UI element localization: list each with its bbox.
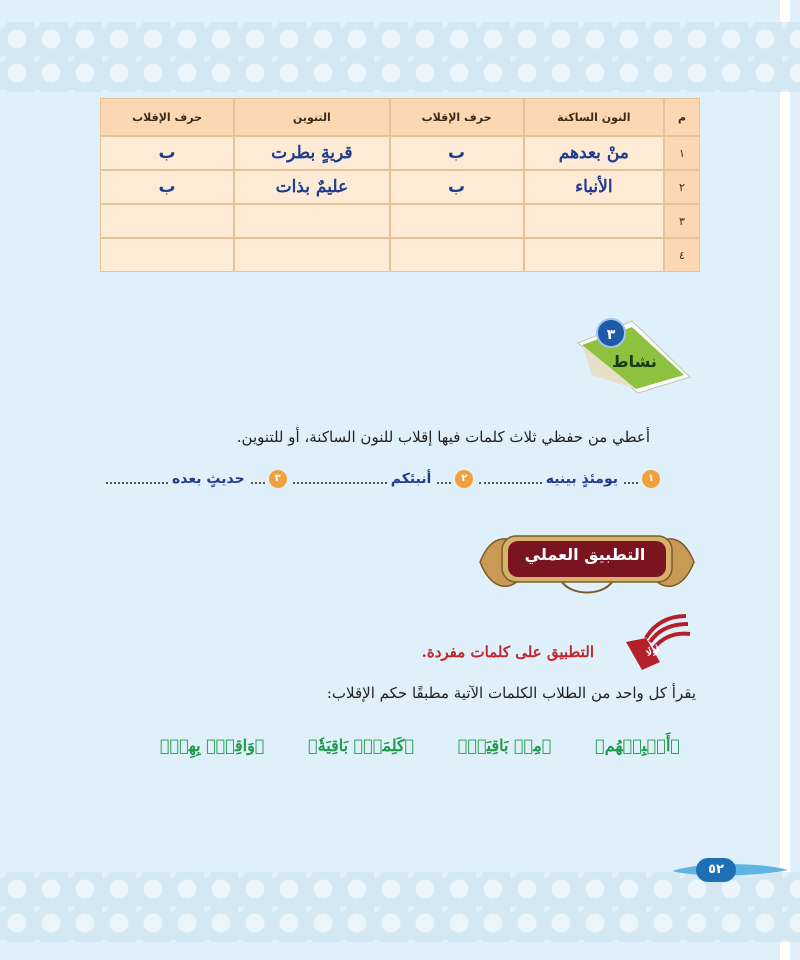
tanween-word: قريةٍ بطرت [234,136,389,170]
header-iqlab-letter-1: حرف الإقلاب [390,98,524,136]
quran-word: ﴿كَلِمَةَۢ بَاقِيَةٗ﴾ [308,735,415,755]
iqlab-letter: ب [390,170,524,204]
answer-line [100,466,660,492]
quran-words-list [160,730,680,760]
iqlab-letter: ب [390,136,524,170]
iqlab-letter: ب [100,136,234,170]
practical-title: التطبيق العملي [524,545,646,564]
tanween-word [234,238,389,272]
iqlab-letter [100,204,234,238]
header-iqlab-letter-2: حرف الإقلاب [100,98,234,136]
answer-text: يومئذٍ بينيه [545,471,618,487]
dotted-line [251,474,265,484]
dotted-line [293,474,387,484]
section-heading: التطبيق على كلمات مفردة. [421,643,594,661]
iqlab-letter [390,204,524,238]
answer-number: ٢ [455,470,473,488]
quran-word: ﴿أَنۢبِئۡهُم﴾ [595,735,680,755]
dotted-line [624,474,638,484]
row-number: ٣ [664,204,700,238]
dotted-line [479,474,541,484]
table-row [100,136,700,170]
answer-item [100,470,287,488]
row-number: ٤ [664,238,700,272]
answer-text: أنبئكم [390,471,432,487]
iqlab-letter [100,238,234,272]
nun-word [524,204,664,238]
reading-instruction: يقرأ كل واحد من الطلاب الكلمات الآتية مطبقًا حكم الإقلاب: [326,684,696,702]
table-row [100,204,700,238]
header-nun-sakina: النون الساكنة [524,98,664,136]
dotted-line [437,474,451,484]
table-row [100,170,700,204]
iqlab-letter: ب [100,170,234,204]
page-number: ٥٢ [696,858,736,882]
answer-item [287,470,474,488]
iqlab-table [100,98,700,272]
quran-word: ﴿وَاقِعُۢ بِهِمۡ﴾ [160,735,265,755]
answer-item [473,470,660,488]
activity-number: ٣ [596,318,626,348]
answer-number: ٣ [269,470,287,488]
answer-text: حديثٍ بعده [172,471,245,487]
header-number: م [664,98,700,136]
tanween-word [234,204,389,238]
quran-word: ﴿مِنۢ بَاقِيَةٖ﴾ [457,735,552,755]
first-ribbon-icon [620,612,692,674]
nun-word: منْ بعدهم [524,136,664,170]
nun-word: الأنباء [524,170,664,204]
activity-label: نشاط [612,352,657,371]
iqlab-letter [390,238,524,272]
table-row [100,238,700,272]
table-header-row [100,98,700,136]
row-number: ٢ [664,170,700,204]
answer-number: ١ [642,470,660,488]
activity-instruction: أعطي من حفظي ثلاث كلمات فيها إقلاب للنون الساكنة، أو للتنوين. [236,428,650,446]
nun-word [524,238,664,272]
first-label: أولًا [644,644,661,659]
tanween-word: عليمٌ بذات [234,170,389,204]
header-tanween: التنوين [234,98,389,136]
dotted-line [106,474,168,484]
decorative-top-band [0,22,800,92]
row-number: ١ [664,136,700,170]
